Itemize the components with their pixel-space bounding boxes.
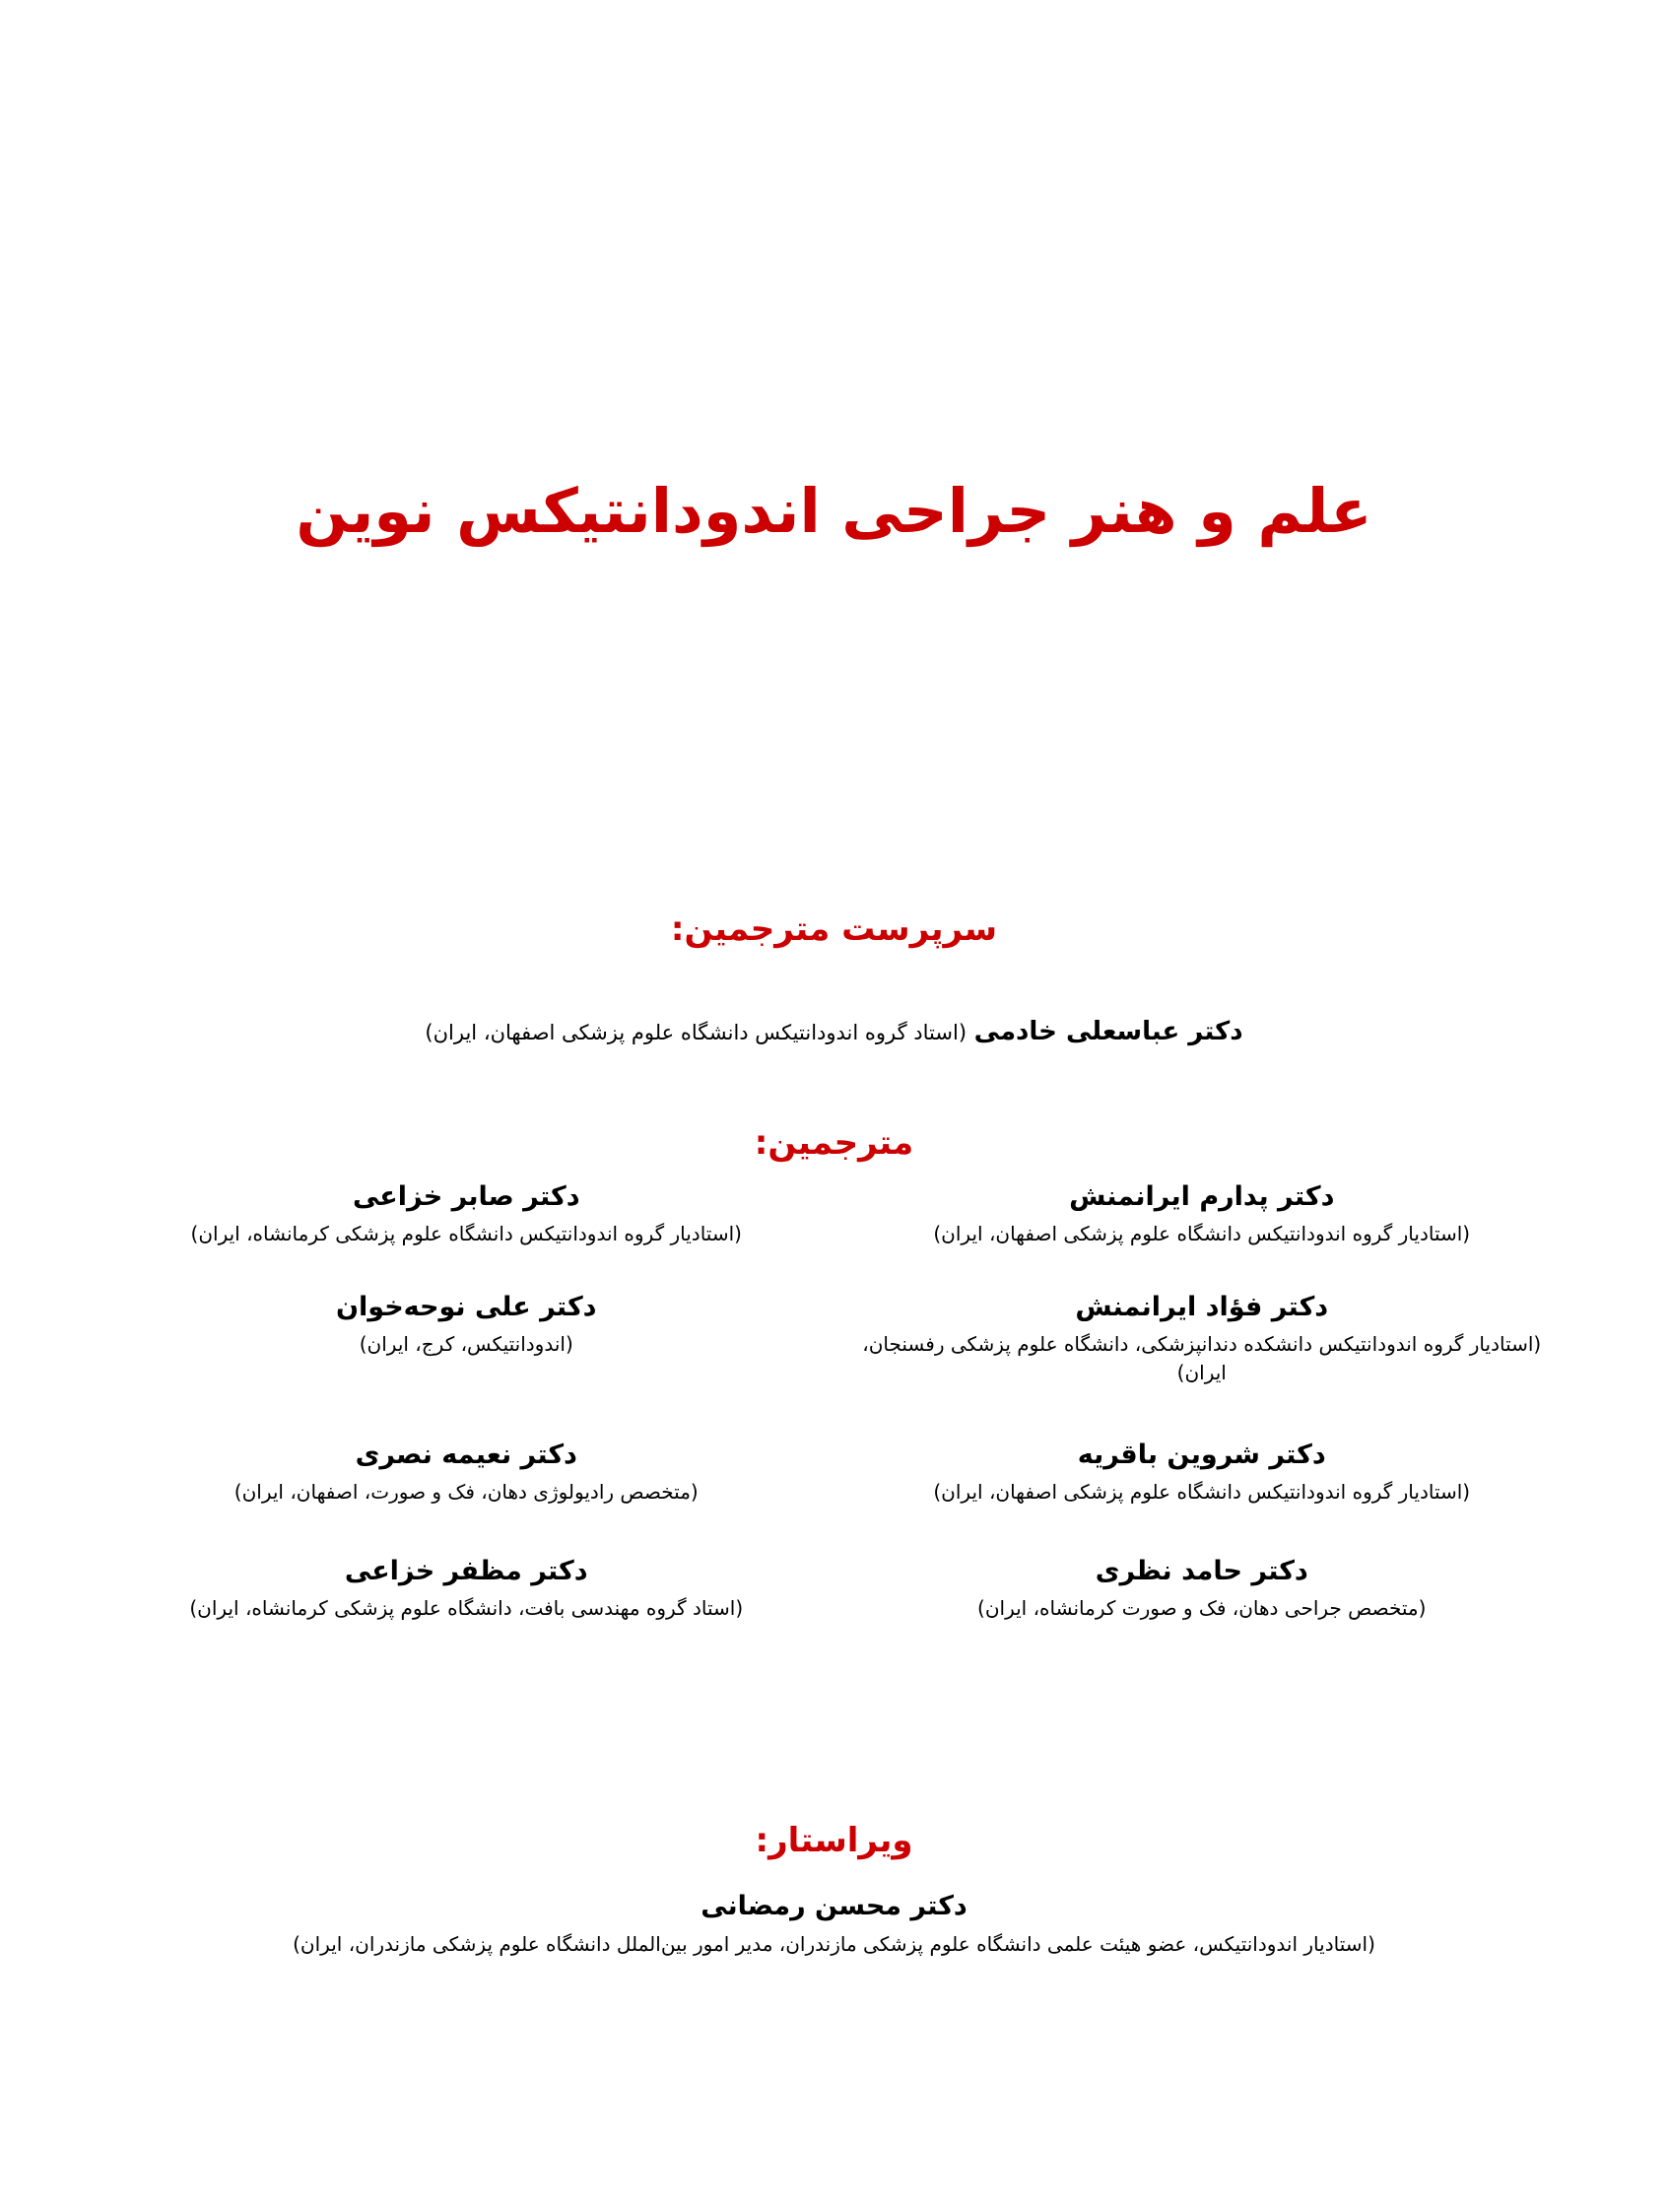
translator-name: دکتر حامد نظری — [1095, 1556, 1308, 1586]
translator-affiliation: (استادیار گروه اندودانتیکس دانشگاه علوم پزشکی اصفهان، ایران) — [933, 1222, 1471, 1246]
translator-entry — [834, 1436, 1551, 1552]
translator-name: دکتر مظفر خزاعی — [344, 1556, 588, 1586]
translator-name: دکتر علی نوحه‌خوان — [335, 1292, 597, 1322]
translator-entry — [834, 1177, 1551, 1288]
translator-name: دکتر پدارم ایرانمنش — [1069, 1181, 1335, 1212]
supervisor-affiliation: (استاد گروه اندودانتیکس دانشگاه علوم پزشکی اصفهان، ایران) — [425, 1021, 967, 1044]
page-title: علم و هنر جراحی اندودانتیکس نوین — [296, 474, 1372, 547]
supervisor-entry — [0, 1013, 1668, 1051]
translator-affiliation: (متخصص جراحی دهان، فک و صورت کرمانشاه، ایران) — [977, 1596, 1427, 1621]
translator-affiliation: (اندودانتیکس، کرج، ایران) — [359, 1332, 573, 1357]
translator-affiliation: (استادیار گروه اندودانتیکس دانشکده دندانپزشکی، دانشگاه علوم پزشکی رفسنجان، ایران) — [862, 1332, 1542, 1385]
translator-entry — [118, 1288, 834, 1436]
supervisor-name: دکتر عباسعلی خادمی — [973, 1017, 1243, 1046]
translators-list — [118, 1177, 1550, 1660]
translator-entry — [834, 1288, 1551, 1436]
translator-entry — [118, 1552, 834, 1660]
translator-name: دکتر فؤاد ایرانمنش — [1075, 1292, 1329, 1322]
section-heading-translators: مترجمین: — [754, 1123, 914, 1164]
translator-entry — [834, 1552, 1551, 1660]
translator-name: دکتر صابر خزاعی — [352, 1181, 580, 1212]
translator-entry — [118, 1177, 834, 1288]
editor-entry — [108, 1887, 1560, 1959]
translator-name: دکتر نعیمه نصری — [355, 1440, 577, 1470]
section-heading-editor: ویراستار: — [755, 1821, 913, 1861]
translator-name: دکتر شروین باقریه — [1077, 1440, 1326, 1470]
translator-entry — [118, 1436, 834, 1552]
section-heading-supervisor: سرپرست مترجمین: — [670, 909, 998, 950]
translator-affiliation: (متخصص رادیولوژی دهان، فک و صورت، اصفهان، ایران) — [234, 1480, 699, 1505]
translator-affiliation: (استادیار گروه اندودانتیکس دانشگاه علوم پزشکی کرمانشاه، ایران) — [190, 1222, 742, 1246]
translator-affiliation: (استادیار گروه اندودانتیکس دانشگاه علوم پزشکی اصفهان، ایران) — [933, 1480, 1471, 1505]
editor-name: دکتر محسن رمضانی — [701, 1891, 967, 1921]
translator-affiliation: (استاد گروه مهندسی بافت، دانشگاه علوم پزشکی کرمانشاه، ایران) — [189, 1596, 744, 1621]
editor-affiliation: (استادیار اندودانتیکس، عضو هیئت علمی دانشگاه علوم پزشکی مازندران، مدیر امور بین‌الملل دانشگاه علوم پزشکی مازندران، ایران) — [293, 1932, 1375, 1957]
